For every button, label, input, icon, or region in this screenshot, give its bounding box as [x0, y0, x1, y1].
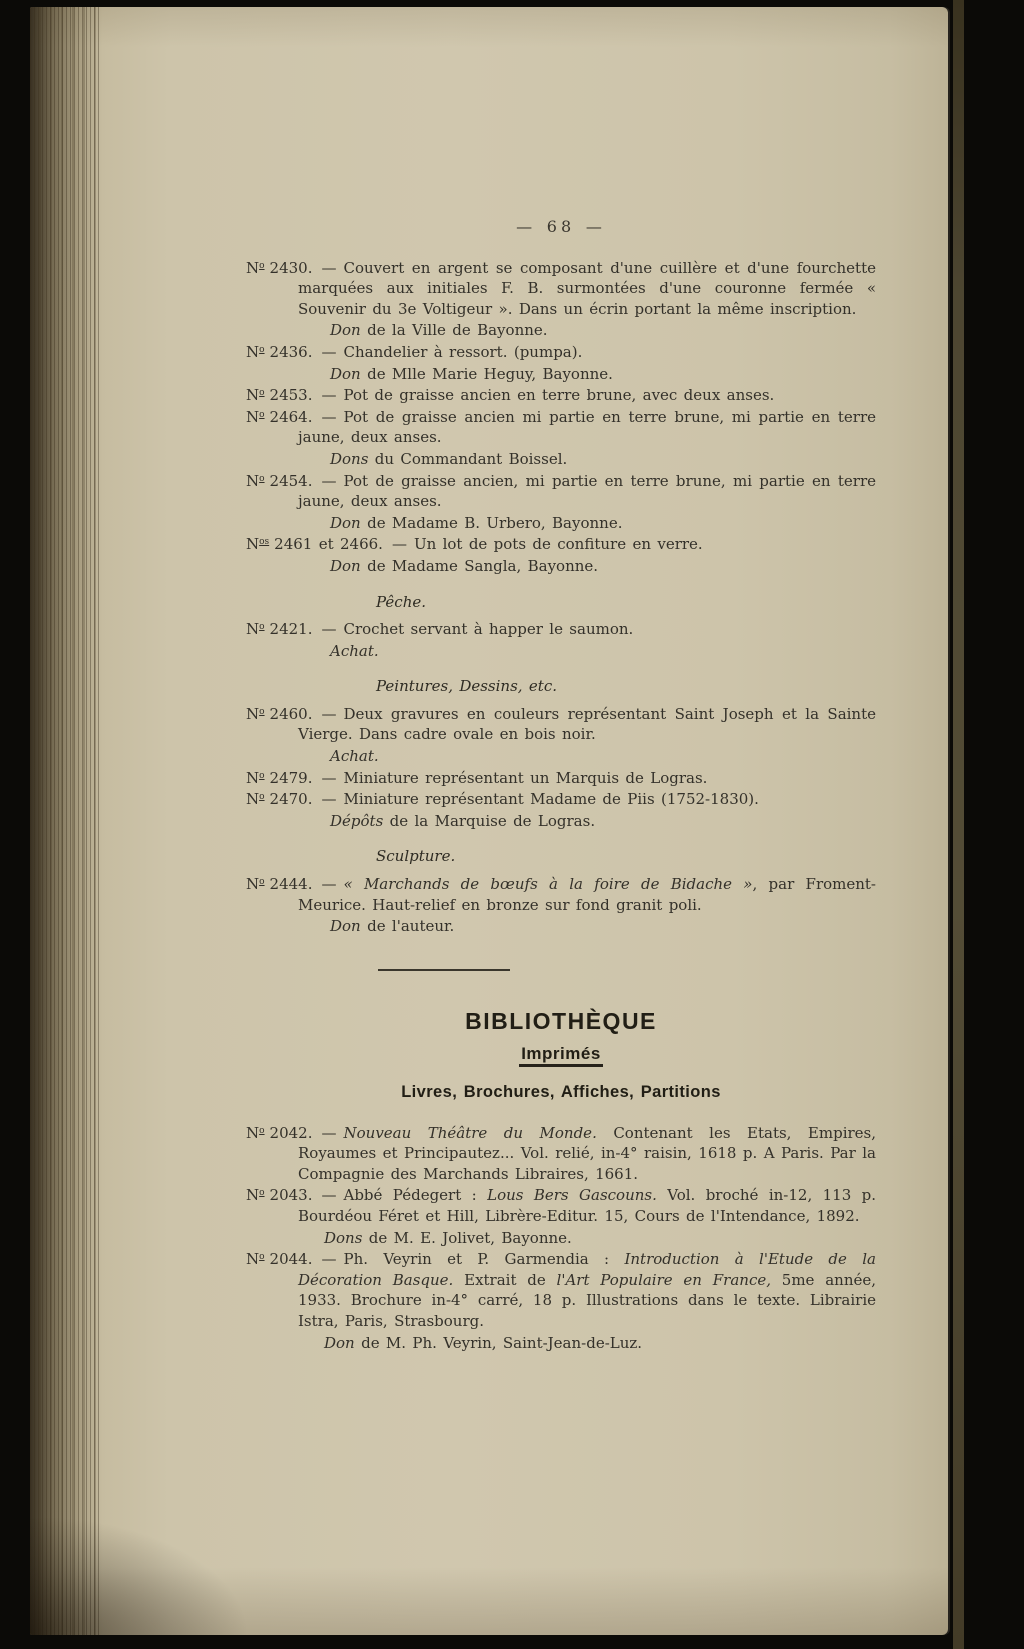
credit-type: Don — [330, 513, 361, 532]
entry-number — [246, 620, 313, 638]
entry-number-value: 2464. — [269, 407, 313, 426]
entry-work-title: Introduction à l'Etude de la Décoration Basque. — [298, 1250, 876, 1289]
entry-dash: — — [321, 471, 337, 490]
entry-number-sup: o — [259, 622, 265, 633]
catalog-entry-2044 — [246, 1249, 876, 1331]
entry-number-value: 2043. — [269, 1186, 313, 1205]
entry-work-title: « Marchands de bœufs à la foire de Bidache » — [343, 875, 753, 894]
entry-text: Miniature représentant un Marquis de Logras. — [343, 768, 708, 787]
entry-text: Deux gravures en couleurs représentant Saint Joseph et la Sainte Vierge. Dans cadre ovale en bois noir. — [298, 704, 876, 744]
entry-number-n: N — [246, 471, 260, 490]
entry-number — [246, 343, 313, 361]
entry-credit — [324, 1333, 876, 1354]
entry-number-n: N — [246, 768, 260, 787]
catalog-entry-2470 — [246, 789, 876, 810]
entry-dash: — — [321, 790, 337, 809]
entry-number-n: N — [246, 620, 260, 639]
entry-number-sup: o — [259, 706, 265, 717]
entry-number-value: 2454. — [269, 471, 313, 490]
entry-number-sup: o — [259, 877, 265, 888]
entry-number — [246, 408, 313, 426]
entry-number-sup: o — [259, 344, 265, 355]
entry-dash: — — [321, 1186, 337, 1205]
entry-number — [246, 1186, 313, 1204]
entry-number-n: N — [246, 1123, 260, 1142]
entry-credit — [330, 811, 876, 832]
entry-number-n: N — [246, 704, 260, 723]
catalog-entry-2479 — [246, 768, 876, 789]
catalog-entry-2464 — [246, 407, 876, 448]
entry-number-sup: o — [259, 388, 265, 399]
bibliotheque-title: BIBLIOTHÈQUE — [465, 1007, 657, 1034]
livres-heading: Livres, Brochures, Affiches, Partitions — [401, 1083, 721, 1101]
credit-type: Achat. — [330, 641, 379, 660]
section-heading-peche: Pêche. — [376, 592, 427, 611]
entry-number-value: 2470. — [269, 790, 313, 809]
entry-credit — [330, 556, 876, 577]
imprimes-heading: Imprimés — [519, 1044, 603, 1067]
credit-type: Achat. — [330, 747, 379, 766]
entry-dash: — — [391, 535, 407, 554]
credit-text: de la Marquise de Logras. — [383, 811, 596, 830]
entry-credit — [330, 449, 876, 470]
entry-number — [246, 1250, 313, 1268]
credit-type: Don — [330, 364, 361, 383]
entry-credit — [330, 513, 876, 534]
section-divider — [378, 969, 510, 971]
credit-type: Dons — [330, 449, 369, 468]
catalog-entry-2436 — [246, 342, 876, 363]
entry-number-sup: o — [259, 1252, 265, 1263]
entry-number-value: 2460. — [269, 704, 313, 723]
credit-text: de l'auteur. — [360, 917, 455, 936]
entry-number-value: 2453. — [269, 386, 313, 405]
credit-text: de Madame Sangla, Bayonne. — [360, 556, 599, 575]
entry-text: Abbé Pédegert : — [343, 1186, 488, 1205]
entry-credit — [324, 1228, 876, 1249]
credit-type: Don — [324, 1333, 355, 1352]
page-content — [246, 7, 876, 1354]
entry-dash: — — [321, 1250, 337, 1269]
entry-text: Pot de graisse ancien en terre brune, avec deux anses. — [343, 386, 775, 405]
catalog-entry-2043 — [246, 1185, 876, 1226]
page-corner-shadow — [30, 1515, 250, 1635]
entry-text: Pot de graisse ancien mi partie en terre brune, mi partie en terre jaune, deux anses. — [298, 407, 876, 447]
entry-number-sup: os — [259, 537, 270, 548]
entry-dash: — — [321, 768, 337, 787]
catalog-entry-2444 — [246, 874, 876, 915]
entry-dash: — — [321, 407, 337, 426]
section-heading-peintures: Peintures, Dessins, etc. — [376, 677, 557, 696]
entry-number-value: 2430. — [269, 258, 313, 277]
entry-number — [246, 259, 313, 277]
entry-number-sup: o — [259, 1188, 265, 1199]
entry-text: Couvert en argent se composant d'une cuillère et d'une fourchette marquées aux initiales F. B. surmontées d'une couronne fermée « Souvenir du 3e Voltigeur ». Dans un écrin portant la même inscription. — [298, 258, 876, 318]
credit-type: Dépôts — [330, 811, 384, 830]
credit-text: de M. E. Jolivet, Bayonne. — [362, 1228, 572, 1247]
catalog-entry-2454 — [246, 471, 876, 512]
entry-number — [246, 705, 313, 723]
entry-number-value: 2044. — [269, 1250, 313, 1269]
section-heading-sculpture: Sculpture. — [376, 847, 456, 866]
entry-number-n: N — [246, 535, 260, 554]
entry-number-value: 2042. — [269, 1123, 313, 1142]
credit-text: de la Ville de Bayonne. — [360, 321, 548, 340]
entry-dash: — — [321, 258, 337, 277]
entry-credit — [330, 641, 876, 662]
entry-work-title: Nouveau Théâtre du Monde. — [343, 1123, 597, 1142]
credit-text: de M. Ph. Veyrin, Saint-Jean-de-Luz. — [354, 1333, 643, 1352]
catalog-entry-2042 — [246, 1123, 876, 1185]
entry-credit — [330, 364, 876, 385]
entry-number-value: 2436. — [269, 342, 313, 361]
entry-number-value: 2461 et 2466. — [274, 535, 383, 554]
imprimes-heading-wrap — [246, 1044, 876, 1065]
entry-number — [246, 790, 313, 808]
entry-number-n: N — [246, 1250, 260, 1269]
entry-work-title: l'Art Populaire en France, — [556, 1270, 771, 1289]
entry-number — [246, 386, 313, 404]
entry-number-n: N — [246, 386, 260, 405]
entry-dash: — — [321, 875, 337, 894]
catalog-entry-2453 — [246, 385, 876, 406]
entry-dash: — — [321, 704, 337, 723]
credit-type: Dons — [324, 1228, 363, 1247]
entry-number — [246, 875, 313, 893]
entry-text: Contenant les Etats, Empires, Royaumes et Principautez... Vol. relié, in-4° raisin, 1618 p. A Paris. Par la Compagnie des Marchands Libraires, 1661. — [298, 1123, 876, 1183]
entry-number-value: 2479. — [269, 768, 313, 787]
entry-number-n: N — [246, 1186, 260, 1205]
entry-text: Ph. Veyrin et P. Garmendia : — [343, 1250, 625, 1269]
entry-credit — [330, 746, 876, 767]
entry-text: Un lot de pots de confiture en verre. — [413, 535, 703, 554]
catalog-entry-2421 — [246, 619, 876, 640]
catalog-entry-2430 — [246, 258, 876, 320]
entry-number-value: 2444. — [269, 875, 313, 894]
entry-number-sup: o — [259, 409, 265, 420]
credit-type: Don — [330, 917, 361, 936]
catalog-entry-2460 — [246, 704, 876, 745]
credit-text: du Commandant Boissel. — [368, 449, 568, 468]
entry-number-sup: o — [259, 1125, 265, 1136]
entry-number-sup: o — [259, 770, 265, 781]
entry-number-sup: o — [259, 792, 265, 803]
entry-text: 5me année, 1933. Brochure in-4° carré, 18 p. Illustrations dans le texte. Librairie Istra, Paris, Strasbourg. — [298, 1270, 877, 1330]
book-page — [30, 7, 948, 1635]
facing-page-edge — [953, 0, 964, 1649]
entry-credit — [330, 320, 876, 341]
credit-type: Don — [330, 556, 361, 575]
entry-number-n: N — [246, 875, 260, 894]
credit-type: Don — [330, 321, 361, 340]
entry-text: Miniature représentant Madame de Piis (1752-1830). — [343, 790, 759, 809]
entry-number — [246, 1124, 313, 1142]
entry-text: , par Froment-Meurice. Haut-relief en bronze sur fond granit poli. — [298, 875, 877, 914]
book-binding-edge — [30, 7, 102, 1635]
credit-text: de Madame B. Urbero, Bayonne. — [360, 513, 623, 532]
entry-work-title: Lous Bers Gascouns. — [487, 1186, 657, 1205]
catalog-entry-2461-2466 — [246, 534, 876, 555]
entry-text: Vol. broché in-12, 113 p. Bourdéou Féret et Hill, Librère-Editur. 15, Cours de l'Intendance, 1892. — [298, 1186, 876, 1225]
entry-text: Pot de graisse ancien, mi partie en terre brune, mi partie en terre jaune, deux anses. — [298, 471, 876, 511]
entry-number-sup: o — [259, 473, 265, 484]
entry-text: Chandelier à ressort. (pumpa). — [343, 342, 583, 361]
entry-dash: — — [321, 620, 337, 639]
entry-credit — [330, 916, 876, 937]
credit-text: de Mlle Marie Heguy, Bayonne. — [360, 364, 613, 383]
entry-dash: — — [321, 386, 337, 405]
entry-number-n: N — [246, 258, 260, 277]
entry-number — [246, 535, 383, 553]
entry-number-value: 2421. — [269, 620, 313, 639]
page-number: — 68 — — [516, 217, 606, 236]
entry-dash: — — [321, 1123, 337, 1142]
entry-number-n: N — [246, 342, 260, 361]
entry-number — [246, 472, 313, 490]
entry-number — [246, 769, 313, 787]
entry-text: Crochet servant à happer le saumon. — [343, 620, 634, 639]
entry-number-n: N — [246, 407, 260, 426]
entry-dash: — — [321, 342, 337, 361]
entry-number-n: N — [246, 790, 260, 809]
entry-text: Extrait de — [453, 1270, 557, 1289]
entry-number-sup: o — [259, 260, 265, 271]
